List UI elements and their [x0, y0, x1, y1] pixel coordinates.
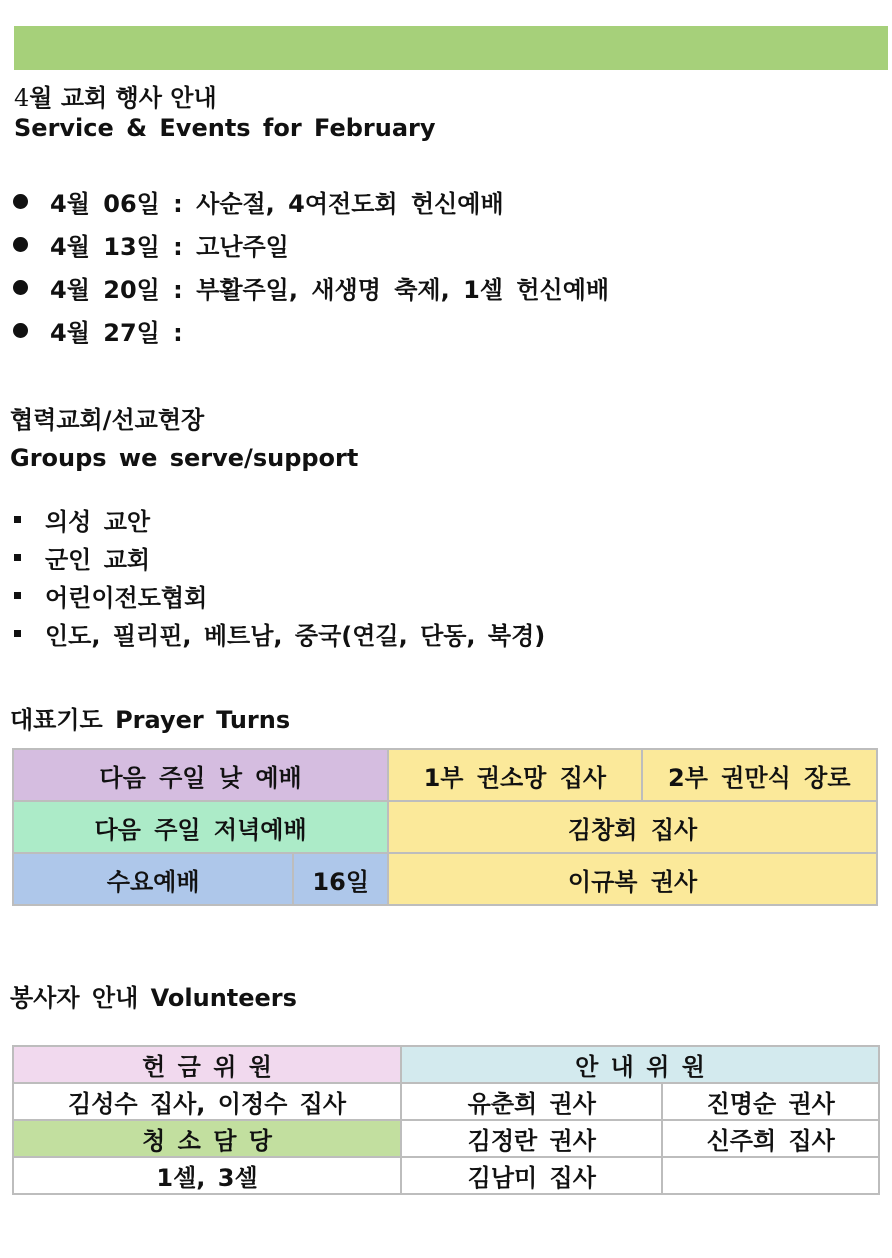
table-cell: 김창회 집사 [388, 801, 877, 853]
list-item: 의성 교안 [12, 500, 545, 538]
list-item: 4월 20일 : 부활주일, 새생명 축제, 1셀 헌신예배 [12, 266, 609, 309]
table-cell: 1부 권소망 집사 [388, 749, 641, 801]
bullet-square-icon [14, 516, 21, 523]
bullet-dot-icon [13, 194, 28, 209]
header-banner [14, 26, 888, 70]
table-row [13, 853, 877, 905]
volunteers-table [12, 1045, 880, 1195]
table-cell: 2부 권만식 장로 [642, 749, 877, 801]
bullet-square-icon [14, 592, 21, 599]
bullet-square-icon [14, 554, 21, 561]
prayer-table [12, 748, 878, 906]
list-item: 어린이전도협회 [12, 576, 545, 614]
prayer-section-title: 대표기도 Prayer Turns [10, 706, 291, 734]
list-item: 4월 27일 : [12, 309, 609, 352]
table-row [13, 801, 877, 853]
table-cell: 1셀, 3셀 [13, 1157, 401, 1194]
bullet-dot-icon [13, 323, 28, 338]
table-cell: 헌 금 위 원 [13, 1046, 401, 1083]
events-list [12, 180, 609, 352]
table-cell: 신주희 집사 [662, 1120, 879, 1157]
list-item: 4월 13일 : 고난주일 [12, 223, 609, 266]
table-cell: 다음 주일 저녁예배 [13, 801, 388, 853]
table-row [13, 1046, 879, 1083]
table-cell: 16일 [293, 853, 388, 905]
volunteers-section-title: 봉사자 안내 Volunteers [10, 984, 297, 1012]
table-cell: 다음 주일 낮 예배 [13, 749, 388, 801]
groups-title-english: Groups we serve/support [10, 444, 359, 472]
bullet-dot-icon [13, 280, 28, 295]
table-cell: 김남미 집사 [401, 1157, 662, 1194]
bullet-square-icon [14, 630, 21, 637]
table-cell [662, 1157, 879, 1194]
groups-list [12, 500, 545, 652]
bullet-dot-icon [13, 237, 28, 252]
list-item: 4월 06일 : 사순절, 4여전도회 헌신예배 [12, 180, 609, 223]
groups-title-korean: 협력교회/선교현장 [10, 406, 205, 434]
table-cell: 김성수 집사, 이정수 집사 [13, 1083, 401, 1120]
table-cell: 유춘희 권사 [401, 1083, 662, 1120]
table-cell: 이규복 권사 [388, 853, 877, 905]
table-cell: 김정란 권사 [401, 1120, 662, 1157]
table-cell: 안 내 위 원 [401, 1046, 879, 1083]
list-item: 군인 교회 [12, 538, 545, 576]
table-row [13, 1157, 879, 1194]
table-cell: 진명순 권사 [662, 1083, 879, 1120]
list-item: 인도, 필리핀, 베트남, 중국(연길, 단동, 북경) [12, 614, 545, 652]
table-cell: 청 소 담 당 [13, 1120, 401, 1157]
table-row [13, 1120, 879, 1157]
table-cell: 수요예배 [13, 853, 293, 905]
table-row [13, 749, 877, 801]
page-title-korean: 4월 교회 행사 안내 [14, 84, 217, 112]
page-title-english: Service & Events for February [14, 114, 436, 142]
table-row [13, 1083, 879, 1120]
